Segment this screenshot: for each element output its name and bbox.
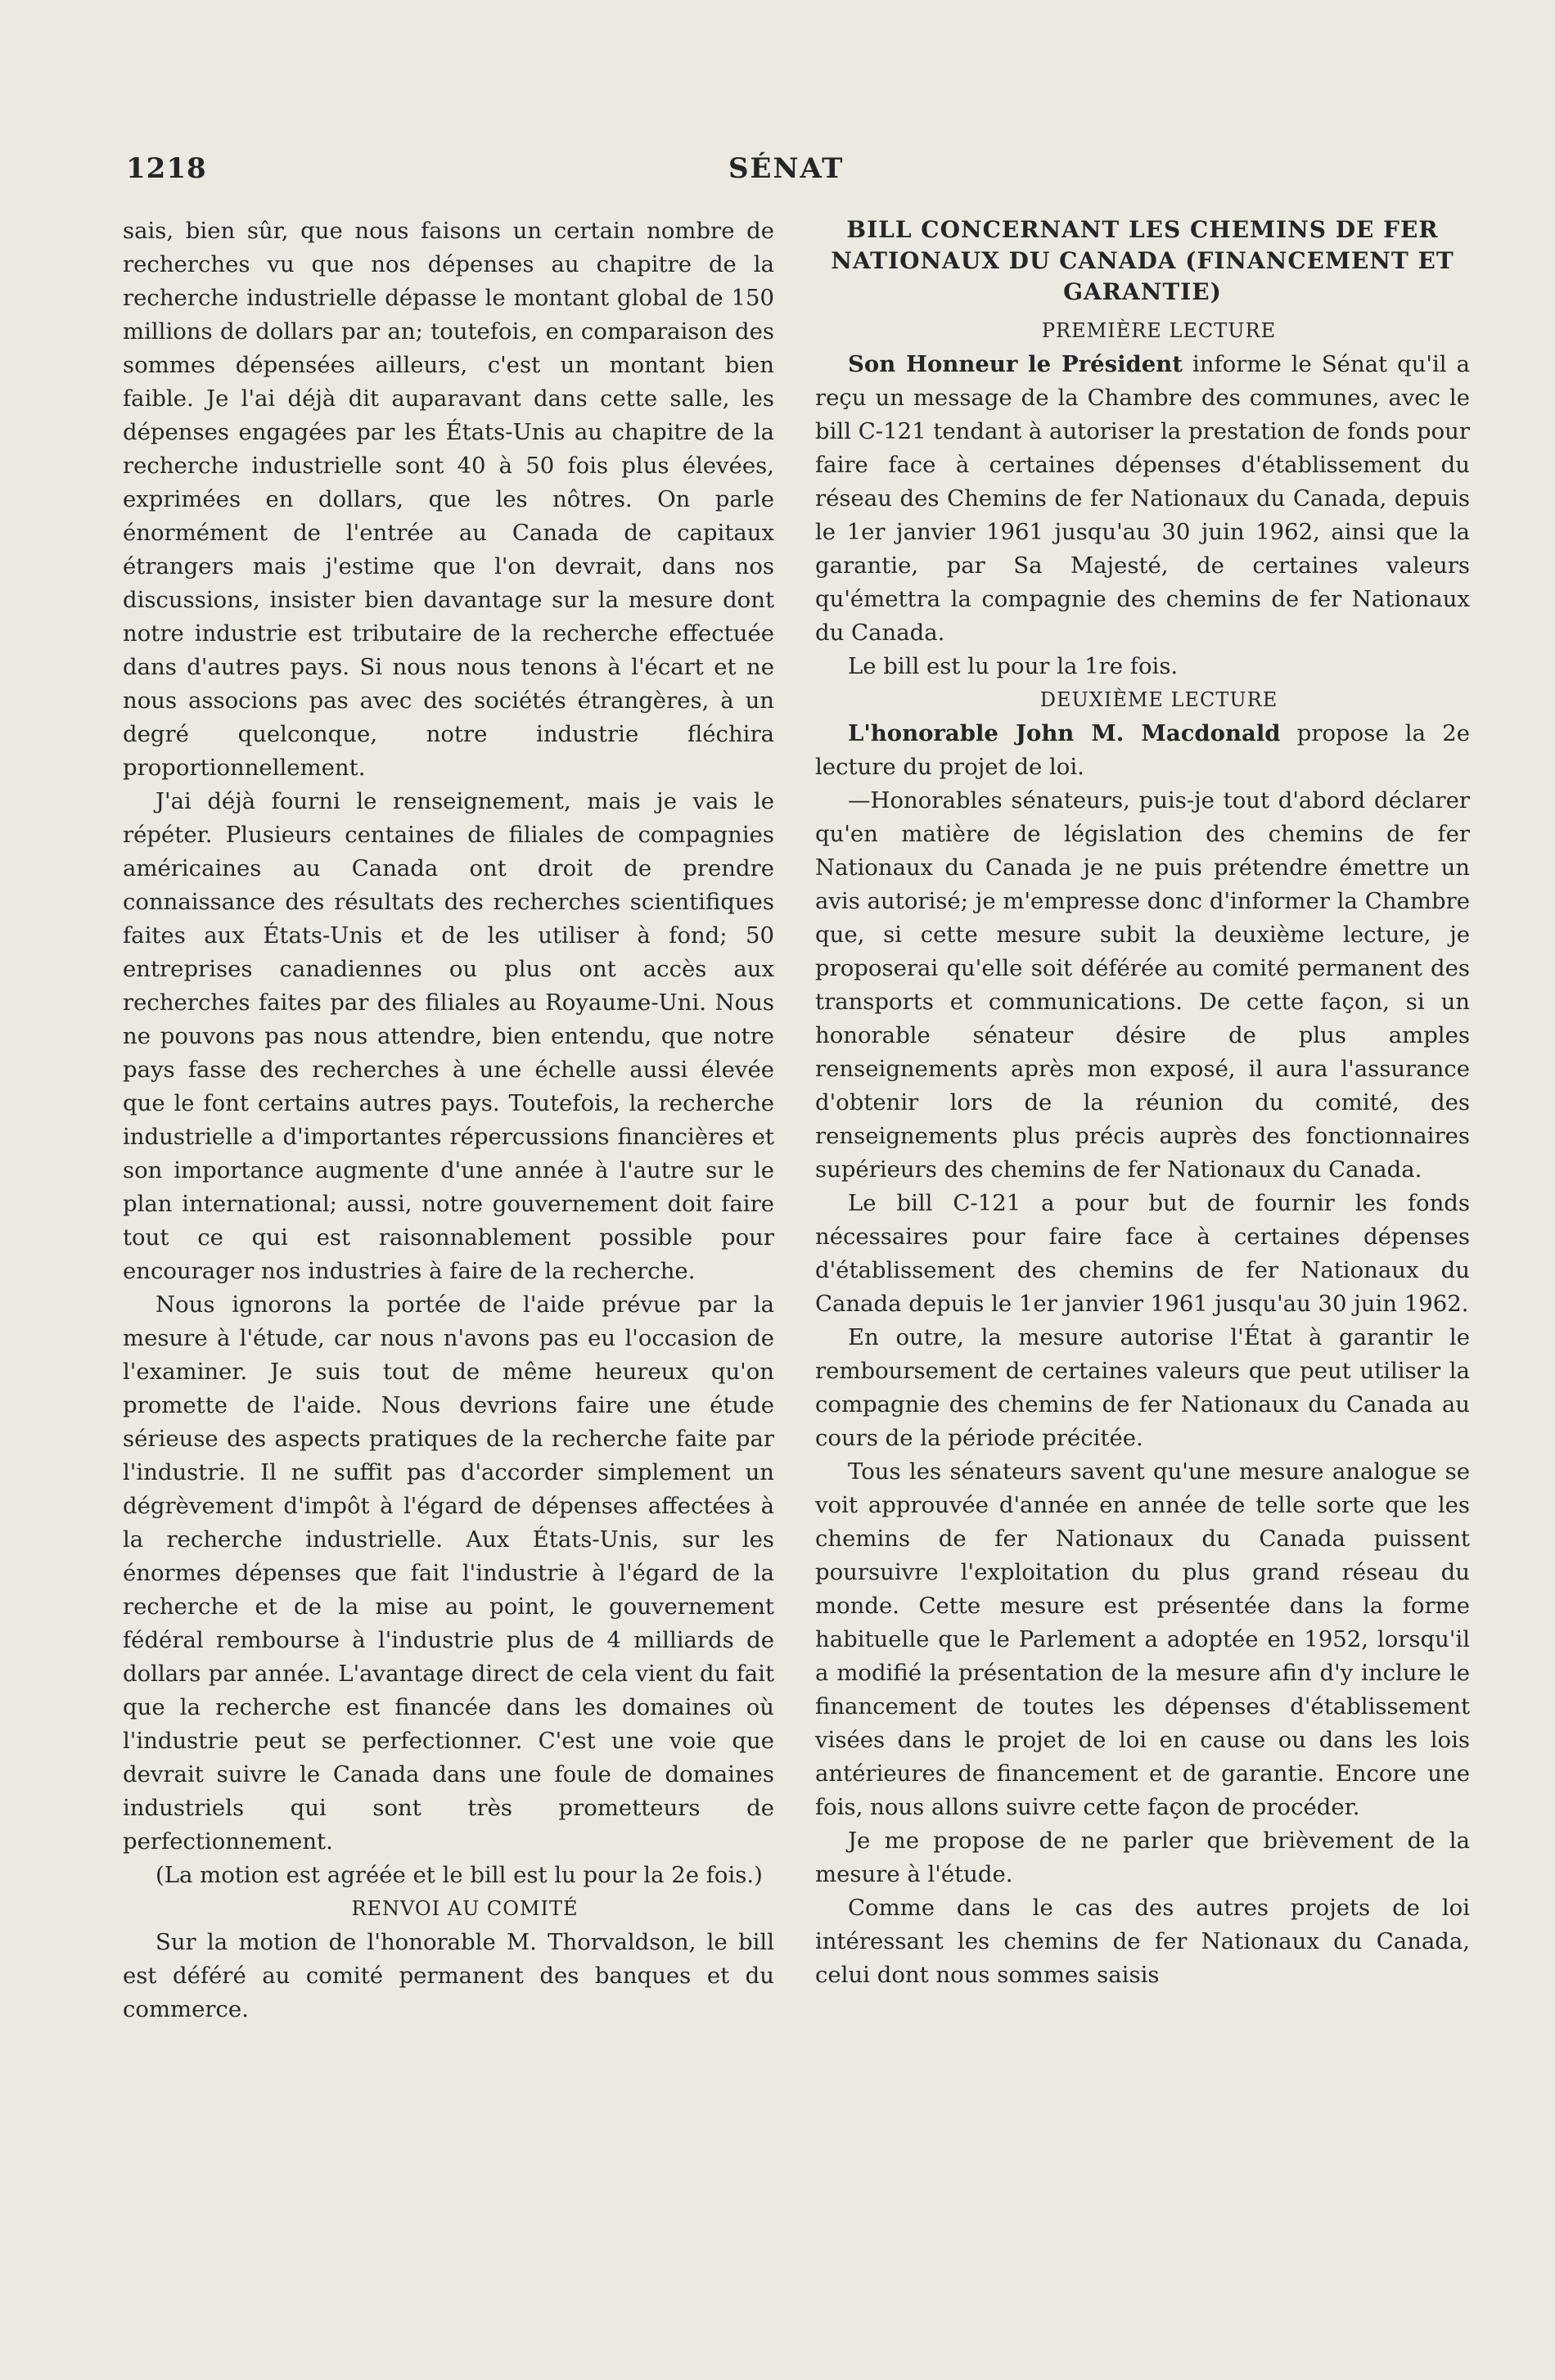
paragraph: Nous ignorons la portée de l'aide prévue par la mesure à l'étude, car nous n'avons pas eu l'occasion de l'examiner. Je suis tout de même heureux qu'on promette de l'aide. Nous devrions faire une étude sérieuse des aspects pratiques de la recherche faite par l'industrie. Il ne suffit pas d'accorder simplement un dégrèvement d'impôt à l'égard de dépenses affectées à la recherche industrielle. Aux États-Unis, sur les énormes dépenses que fait l'industrie à l'égard de la recherche et de la mise au point, le gouvernement fédéral rembourse à l'industrie plus de 4 milliards de dollars par année. L'avantage direct de cela vient du fait que la recherche est financée dans les domaines où l'industrie peut se perfectionner. C'est une voie que devrait suivre le Canada dans une foule de domaines industriels qui sont très prometteurs de perfectionnement. <box>123 1291 774 1855</box>
paragraph: En outre, la mesure autorise l'État à garantir le remboursement de certaines valeurs que peut utiliser la compagnie des chemins de fer Nationaux du Canada au cours de la période précitée. <box>815 1324 1470 1451</box>
speech-text: informe le Sénat qu'il a reçu un message de la Chambre des communes, avec le bill C-121 tendant à autoriser la prestation de fonds pour faire face à certaines dépenses d'établissement du réseau des Chemins de fer Nationaux du Canada, depuis le 1er janvier 1961 jusqu'au 30 juin 1962, ainsi que la garantie, par Sa Majesté, de certaines valeurs qu'émettra la compagnie des chemins de fer Nationaux du Canada. <box>815 351 1470 646</box>
paragraph: Comme dans le cas des autres projets de loi intéressant les chemins de fer Nationaux du Canada, celui dont nous sommes saisis <box>815 1895 1470 1988</box>
paragraph: Sur la motion de l'honorable M. Thorvaldson, le bill est déféré au comité permanent des banques et du commerce. <box>123 1929 774 2022</box>
paragraph: Le bill est lu pour la 1re fois. <box>848 653 1179 679</box>
speech-text: propose la 2e lecture du projet de loi. <box>815 720 1470 780</box>
paragraph: sais, bien sûr, que nous faisons un certain nombre de recherches vu que nos dépenses au chapitre de la recherche industrielle dépasse le montant global de 150 millions de dollars par an; toutefois, en comparaison des sommes dépensées ailleurs, c'est un montant bien faible. Je l'ai déjà dit auparavant dans cette salle, les dépenses engagées par les États-Unis au chapitre de la recherche industrielle sont 40 à 50 fois plus élevées, exprimées en dollars, que les nôtres. On parle énormément de l'entrée au Canada de capitaux étrangers mais j'estime que l'on devrait, dans nos discussions, insister bien davantage sur la mesure dont notre industrie est tributaire de la recherche effectuée dans d'autres pays. Si nous nous tenons à l'écart et ne nous associons pas avec des sociétés étrangères, à un degré quelconque, notre industrie fléchira proportionnellement. <box>123 218 774 781</box>
paragraph: (La motion est agréée et le bill est lu pour la 2e fois.) <box>156 1862 763 1888</box>
right-column <box>815 214 1470 1992</box>
bill-title: BILL CONCERNANT LES CHEMINS DE FER NATIONAUX DU CANADA (FINANCEMENT ET GARANTIE) <box>831 216 1454 305</box>
paragraph: —Honorables sénateurs, puis-je tout d'abord déclarer qu'en matière de législation des chemins de fer Nationaux du Canada je ne puis prétendre émettre un avis autorisé; je m'empresse donc d'informer la Chambre que, si cette mesure subit la deuxième lecture, je proposerai qu'elle soit déférée au comité permanent des transports et communications. De cette façon, si un honorable sénateur désire de plus amples renseignements après mon exposé, il aura l'assurance d'obtenir lors de la réunion du comité, des renseignements plus précis auprès des fonctionnaires supérieurs des chemins de fer Nationaux du Canada. <box>815 787 1470 1183</box>
paragraph: Tous les sénateurs savent qu'une mesure analogue se voit approuvée d'année en année de telle sorte que les chemins de fer Nationaux du Canada puissent poursuivre l'exploitation du plus grand réseau du monde. Cette mesure est présentée dans la forme habituelle que le Parlement a adoptée en 1952, lorsqu'il a modifié la présentation de la mesure afin d'y inclure le financement de toutes les dépenses d'établissement visées dans le projet de loi en cause ou dans les lois antérieures de financement et de garantie. Encore une fois, nous allons suivre cette façon de procéder. <box>815 1458 1470 1820</box>
paragraph: J'ai déjà fourni le renseignement, mais je vais le répéter. Plusieurs centaines de filiales de compagnies américaines au Canada ont droit de prendre connaissance des résultats des recherches scientifiques faites aux États-Unis et de les utiliser à fond; 50 entreprises canadiennes ou plus ont accès aux recherches faites par des filiales au Royaume-Uni. Nous ne pouvons pas nous attendre, bien entendu, que notre pays fasse des recherches à une échelle aussi élevée que le font certains autres pays. Toutefois, la recherche industrielle a d'importantes répercussions financières et son importance augmente d'une année à l'autre sur le plan international; aussi, notre gouvernement doit faire tout ce qui est raisonnablement possible pour encourager nos industries à faire de la recherche. <box>123 788 774 1284</box>
paragraph: Le bill C-121 a pour but de fournir les fonds nécessaires pour faire face à certaines dépenses d'établissement des chemins de fer Nationaux du Canada depuis le 1er janvier 1961 jusqu'au 30 juin 1962. <box>815 1190 1470 1317</box>
speaker-name: L'honorable John M. Macdonald <box>848 720 1281 746</box>
page-number: 1218 <box>126 152 207 185</box>
paragraph: Je me propose de ne parler que brièvement de la mesure à l'étude. <box>815 1828 1470 1887</box>
left-column <box>123 214 774 2026</box>
section-heading-second-reading: DEUXIÈME LECTURE <box>1039 688 1278 711</box>
paragraph <box>815 717 1470 784</box>
page-header: SÉNAT <box>728 152 845 185</box>
section-heading-renvoi: RENVOI AU COMITÉ <box>351 1897 579 1920</box>
section-heading-first-reading: PREMIÈRE LECTURE <box>1041 319 1277 342</box>
paragraph <box>815 348 1470 650</box>
speaker-name: Son Honneur le Président <box>848 351 1183 377</box>
